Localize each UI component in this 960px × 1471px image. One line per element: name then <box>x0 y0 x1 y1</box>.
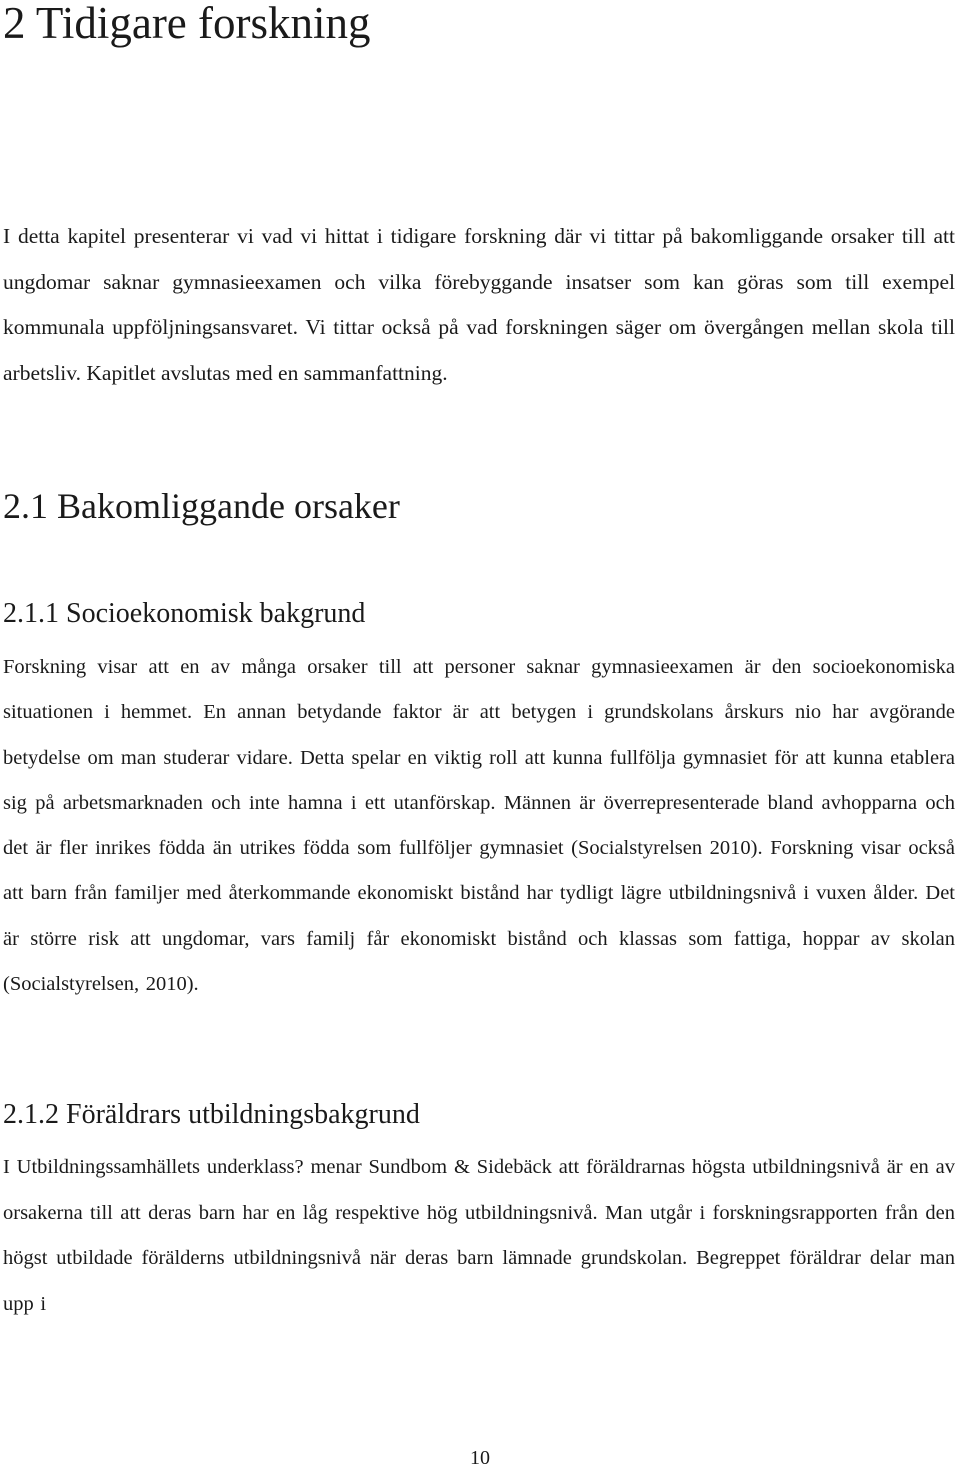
subsection-heading-2-1-1: 2.1.1 Socioekonomisk bakgrund <box>3 598 366 629</box>
chapter-intro-paragraph: I detta kapitel presenterar vi vad vi hittat i tidigare forskning där vi tittar på bakomliggande orsaker till att ungdomar saknar gymnasieexamen och vilka förebyggande insatser som kan göras som till exempel kommunala uppföljningsansvaret. Vi tittar också på vad forskningen säger om övergången mellan skola till arbetsliv. Kapitlet avslutas med en sammanfattning. <box>3 224 955 385</box>
subsection-body-2-1-1: Forskning visar att en av många orsaker till att personer saknar gymnasieexamen är den socioekonomiska situationen i hemmet. En annan betydande faktor är att betygen i grundskolans årskurs nio har avgörande betydelse om man studerar vidare. Detta spelar en viktig roll att kunna fullfölja gymnasiet för att kunna etablera sig på arbetsmarknaden och inte hamna i ett utanförskap. Männen är överrepresenterade bland avhopparna och det är fler inrikes födda än utrikes födda som fullföljer gymnasiet (Socialstyrelsen 2010). Forskning visar också att barn från familjer med återkommande ekonomiskt bistånd har tydligt lägre utbildningsnivå i vuxen ålder. Det är större risk att ungdomar, vars familj får ekonomiskt bistånd och klassas som fattiga, hoppar av skolan (Socialstyrelsen, 2010). <box>3 656 955 996</box>
section-heading-2-1: 2.1 Bakomliggande orsaker <box>3 486 400 526</box>
subsection-body-2-1-2: I Utbildningssamhällets underklass? menar Sundbom & Sidebäck att föräldrarnas högsta utbildningsnivå är en av orsakerna till att deras barn har en låg respektive hög utbildningsnivå. Man utgår i forskningsrapporten från den högst utbildade förälderns utbildningsnivå när deras barn lämnade grundskolan. Begreppet föräldrar delar man upp i <box>3 1156 955 1315</box>
chapter-title: 2 Tidigare forskning <box>3 0 371 48</box>
subsection-heading-2-1-2: 2.1.2 Föräldrars utbildningsbakgrund <box>3 1099 420 1130</box>
page-number: 10 <box>470 1447 490 1469</box>
